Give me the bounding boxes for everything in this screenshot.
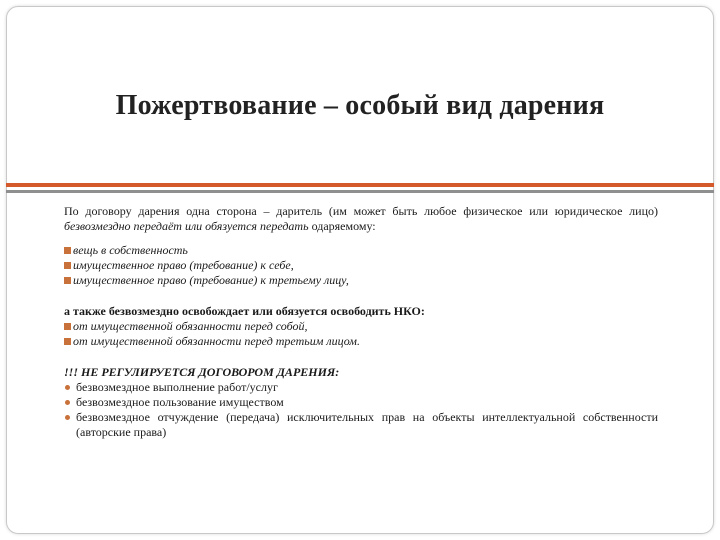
list-item: [64, 273, 658, 288]
list-item: [64, 410, 658, 440]
list-item-text: безвозмездное пользование имуществом: [76, 395, 284, 409]
square-bullet-icon: [64, 323, 71, 330]
page-title: Пожертвование – особый вид дарения: [115, 90, 605, 121]
round-bullet-icon: [65, 415, 70, 420]
list-item-text: безвозмездное выполнение работ/услуг: [76, 380, 278, 394]
list-item-text: имущественное право (требование) к третьему лицу,: [73, 273, 349, 287]
list-item: [64, 334, 658, 349]
list-item-text: от имущественной обязанности перед собой,: [73, 319, 308, 333]
list-item-text: безвозмездное отчуждение (передача) исключительных прав на объекты интеллектуальной собственности (авторские права): [76, 410, 658, 439]
round-bullet-icon: [65, 385, 70, 390]
intro-text-part3: одаряемому:: [308, 219, 376, 233]
not-regulated-list: [64, 380, 658, 440]
intro-paragraph: [64, 204, 658, 234]
intro-text-part1: По договору дарения одна сторона – даритель (им может быть любое физическое или юридическое лицо): [64, 204, 658, 218]
list-item-text: имущественное право (требование) к себе,: [73, 258, 294, 272]
list-item-text: от имущественной обязанности перед третьим лицом.: [73, 334, 360, 348]
list-item: [64, 380, 658, 395]
square-bullet-icon: [64, 277, 71, 284]
list-item: [64, 395, 658, 410]
list-item: [64, 243, 658, 258]
release-list: [64, 319, 658, 349]
round-bullet-icon: [65, 400, 70, 405]
list-item-text: вещь в собственность: [73, 243, 188, 257]
square-bullet-icon: [64, 262, 71, 269]
square-bullet-icon: [64, 247, 71, 254]
slide-body: [64, 204, 658, 440]
transfer-list: [64, 243, 658, 288]
release-intro: а также безвозмездно освобождает или обязуется освободить НКО:: [64, 304, 425, 318]
intro-text-italic: безвозмездно передаёт или обязуется передать: [64, 219, 309, 233]
title-divider-gray: [6, 190, 714, 193]
not-regulated-heading: !!! НЕ РЕГУЛИРУЕТСЯ ДОГОВОРОМ ДАРЕНИЯ:: [64, 365, 340, 379]
title-divider-orange: [6, 183, 714, 187]
square-bullet-icon: [64, 338, 71, 345]
list-item: [64, 319, 658, 334]
list-item: [64, 258, 658, 273]
